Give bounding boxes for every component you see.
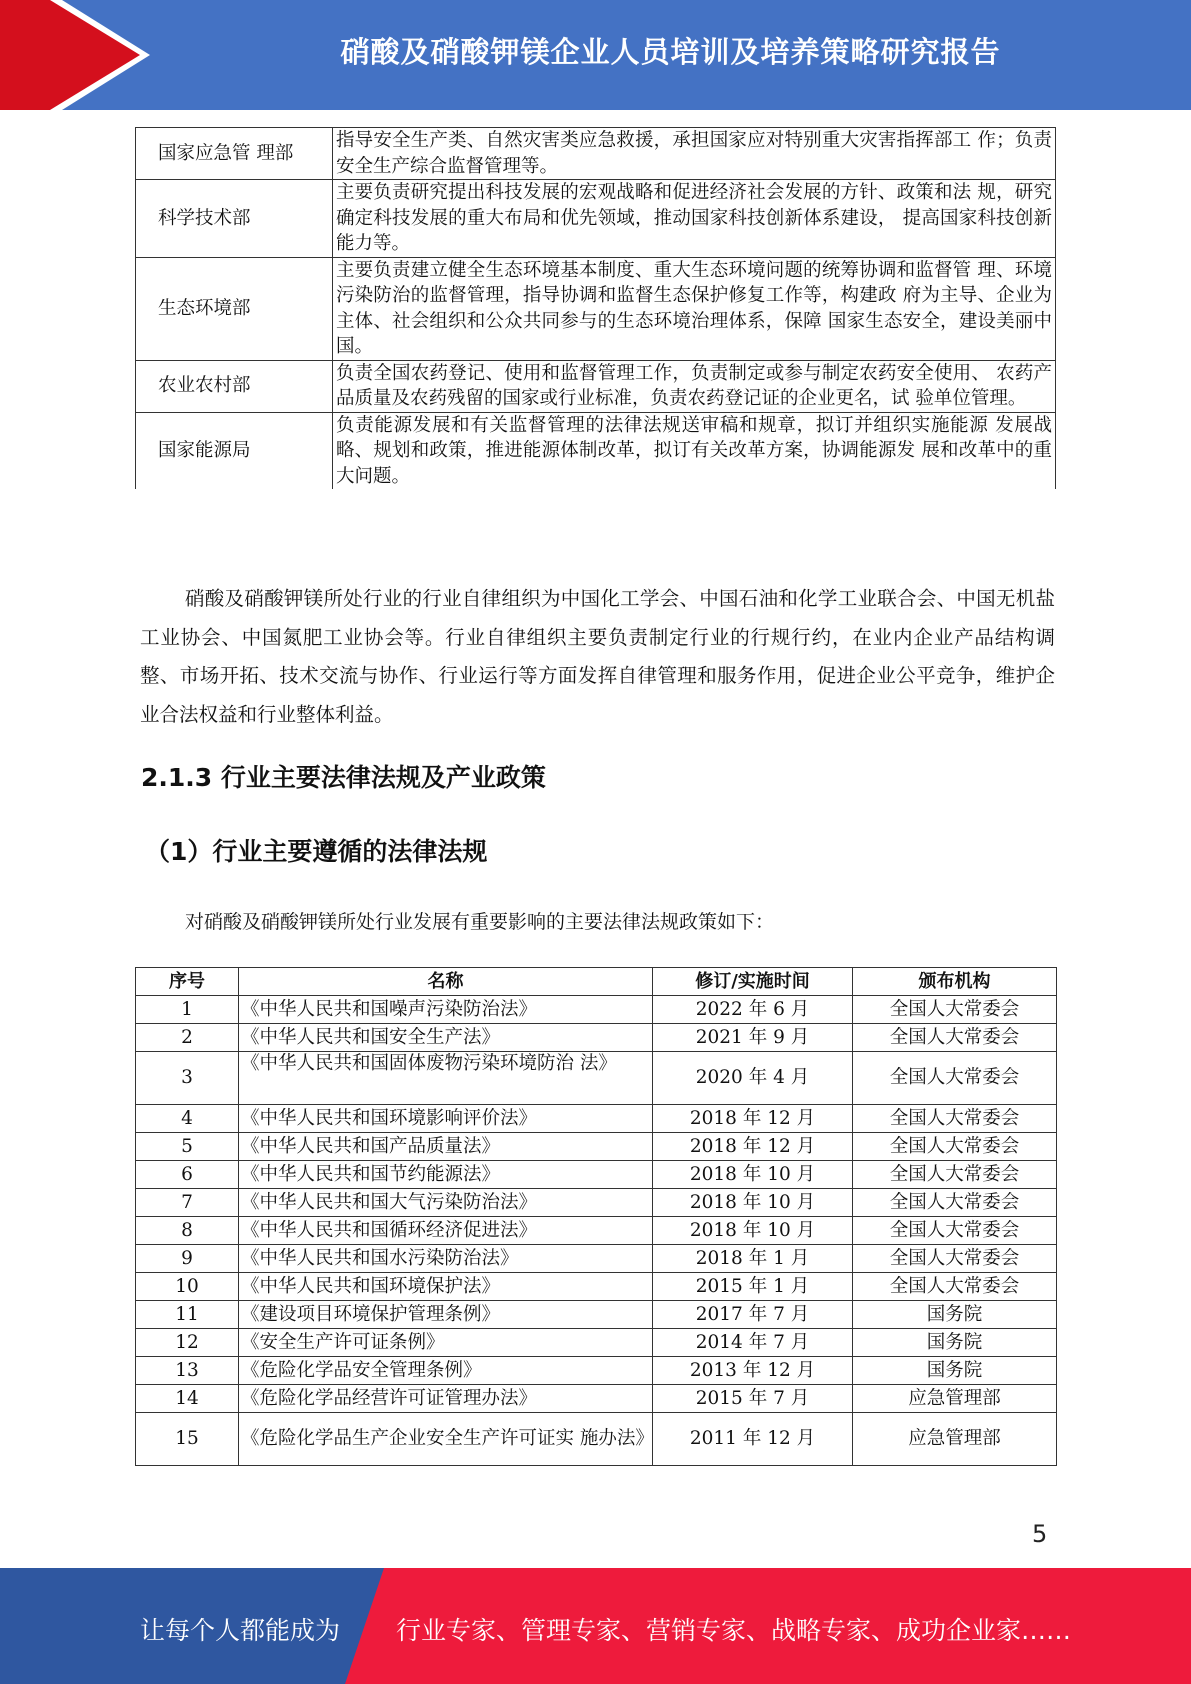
law-name: 《中华人民共和国环境保护法》 <box>239 1273 653 1301</box>
law-org: 全国人大常委会 <box>853 996 1057 1024</box>
table-row <box>136 1189 1057 1217</box>
department-row <box>136 180 1056 258</box>
law-no: 5 <box>136 1133 239 1161</box>
department-duties: 负责全国农药登记、使用和监督管理工作，负责制定或参与制定农药安全使用、 农药产品质量及农药残留的国家或行业标准，负责农药登记证的企业更名，试 验单位管理。 <box>333 360 1056 412</box>
law-no: 15 <box>136 1413 239 1466</box>
law-no: 4 <box>136 1105 239 1133</box>
law-no: 7 <box>136 1189 239 1217</box>
law-name: 《危险化学品安全管理条例》 <box>239 1357 653 1385</box>
department-duties: 主要负责研究提出科技发展的宏观战略和促进经济社会发展的方针、政策和法 规，研究确定科技发展的重大布局和优先领域，推动国家科技创新体系建设， 提高国家科技创新能力等。 <box>333 180 1056 258</box>
law-no: 12 <box>136 1329 239 1357</box>
law-date: 2011 年 12 月 <box>653 1413 853 1466</box>
law-no: 9 <box>136 1245 239 1273</box>
table-row <box>136 1329 1057 1357</box>
table-row <box>136 1024 1057 1052</box>
law-name: 《中华人民共和国固体废物污染环境防治 法》 <box>239 1052 653 1105</box>
law-name: 《安全生产许可证条例》 <box>239 1329 653 1357</box>
law-org: 全国人大常委会 <box>853 1161 1057 1189</box>
table-row <box>136 1105 1057 1133</box>
header-name: 名称 <box>239 968 653 996</box>
law-date: 2018 年 12 月 <box>653 1133 853 1161</box>
table-row <box>136 1273 1057 1301</box>
law-date: 2014 年 7 月 <box>653 1329 853 1357</box>
page-footer <box>0 1568 1191 1684</box>
department-name: 农业农村部 <box>136 360 333 412</box>
law-org: 全国人大常委会 <box>853 1245 1057 1273</box>
department-duties: 负责能源发展和有关监督管理的法律法规送审稿和规章，拟订并组织实施能源 发展战略、规划和政策，推进能源体制改革，拟订有关改革方案，协调能源发 展和改革中的重大问题。 <box>333 412 1056 489</box>
table-row <box>136 1385 1057 1413</box>
table-intro: 对硝酸及硝酸钾镁所处行业发展有重要影响的主要法律法规政策如下： <box>185 911 775 933</box>
law-table-header <box>136 968 1057 996</box>
department-name: 生态环境部 <box>136 257 333 360</box>
table-row <box>136 1413 1057 1466</box>
table-row <box>136 1052 1057 1105</box>
law-no: 11 <box>136 1301 239 1329</box>
law-no: 2 <box>136 1024 239 1052</box>
header-arrow-icon <box>0 0 160 110</box>
law-org: 国务院 <box>853 1301 1057 1329</box>
law-date: 2018 年 10 月 <box>653 1161 853 1189</box>
table-row <box>136 1161 1057 1189</box>
law-org: 国务院 <box>853 1357 1057 1385</box>
law-no: 14 <box>136 1385 239 1413</box>
law-name: 《中华人民共和国循环经济促进法》 <box>239 1217 653 1245</box>
law-org: 全国人大常委会 <box>853 1217 1057 1245</box>
law-table <box>135 967 1057 1466</box>
table-row <box>136 1133 1057 1161</box>
law-name: 《中华人民共和国安全生产法》 <box>239 1024 653 1052</box>
law-name: 《中华人民共和国噪声污染防治法》 <box>239 996 653 1024</box>
department-name: 科学技术部 <box>136 180 333 258</box>
law-name: 《中华人民共和国水污染防治法》 <box>239 1245 653 1273</box>
department-name: 国家能源局 <box>136 412 333 489</box>
law-org: 应急管理部 <box>853 1413 1057 1466</box>
law-date: 2022 年 6 月 <box>653 996 853 1024</box>
law-date: 2018 年 1 月 <box>653 1245 853 1273</box>
header-title: 硝酸及硝酸钾镁企业人员培训及培养策略研究报告 <box>340 35 1001 69</box>
law-no: 10 <box>136 1273 239 1301</box>
law-date: 2018 年 12 月 <box>653 1105 853 1133</box>
law-date: 2013 年 12 月 <box>653 1357 853 1385</box>
header-date: 修订/实施时间 <box>653 968 853 996</box>
law-name: 《建设项目环境保护管理条例》 <box>239 1301 653 1329</box>
department-duties: 指导安全生产类、自然灾害类应急救援，承担国家应对特别重大灾害指挥部工 作；负责安全生产综合监督管理等。 <box>333 128 1056 180</box>
law-org: 全国人大常委会 <box>853 1189 1057 1217</box>
law-org: 全国人大常委会 <box>853 1105 1057 1133</box>
table-row <box>136 1217 1057 1245</box>
body-paragraph: 硝酸及硝酸钾镁所处行业的行业自律组织为中国化工学会、中国石油和化学工业联合会、中国无机盐工业协会、中国氮肥工业协会等。行业自律组织主要负责制定行业的行规行约，在业内企业产品结构调整、市场开拓、技术交流与协作、行业运行等方面发挥自律管理和服务作用，促进企业公平竞争，维护企业合法权益和行业整体利益。 <box>140 587 1055 726</box>
law-no: 3 <box>136 1052 239 1105</box>
table-row <box>136 1301 1057 1329</box>
law-org: 全国人大常委会 <box>853 1273 1057 1301</box>
law-no: 8 <box>136 1217 239 1245</box>
law-no: 1 <box>136 996 239 1024</box>
law-name: 《中华人民共和国节约能源法》 <box>239 1161 653 1189</box>
law-date: 2020 年 4 月 <box>653 1052 853 1105</box>
footer-slogan-left: 让每个人都能成为 <box>140 1616 341 1645</box>
law-no: 13 <box>136 1357 239 1385</box>
law-name: 《中华人民共和国产品质量法》 <box>239 1133 653 1161</box>
law-org: 国务院 <box>853 1329 1057 1357</box>
law-date: 2018 年 10 月 <box>653 1217 853 1245</box>
law-org: 全国人大常委会 <box>853 1024 1057 1052</box>
department-row <box>136 360 1056 412</box>
department-table <box>135 127 1056 489</box>
law-name: 《中华人民共和国大气污染防治法》 <box>239 1189 653 1217</box>
law-date: 2015 年 1 月 <box>653 1273 853 1301</box>
law-org: 全国人大常委会 <box>853 1052 1057 1105</box>
department-row <box>136 128 1056 180</box>
law-org: 应急管理部 <box>853 1385 1057 1413</box>
department-row <box>136 412 1056 489</box>
department-name: 国家应急管 理部 <box>136 128 333 180</box>
law-date: 2017 年 7 月 <box>653 1301 853 1329</box>
law-org: 全国人大常委会 <box>853 1133 1057 1161</box>
table-row <box>136 1245 1057 1273</box>
header-org: 颁布机构 <box>853 968 1057 996</box>
department-duties: 主要负责建立健全生态环境基本制度、重大生态环境问题的统筹协调和监督管 理、环境污染防治的监督管理，指导协调和监督生态保护修复工作等，构建政 府为主导、企业为主体、社会组织和公众共同参与的生态环境治理体系，保障 国家生态安全，建设美丽中国。 <box>333 257 1056 360</box>
law-name: 《危险化学品生产企业安全生产许可证实 施办法》 <box>239 1413 653 1466</box>
sub-heading: （1）行业主要遵循的法律法规 <box>145 837 488 866</box>
footer-slogan-right: 行业专家、管理专家、营销专家、战略专家、成功企业家…… <box>396 1616 1072 1645</box>
department-row <box>136 257 1056 360</box>
table-row <box>136 1357 1057 1385</box>
law-no: 6 <box>136 1161 239 1189</box>
law-date: 2021 年 9 月 <box>653 1024 853 1052</box>
table-row <box>136 996 1057 1024</box>
law-name: 《危险化学品经营许可证管理办法》 <box>239 1385 653 1413</box>
page-number: 5 <box>1032 1520 1048 1548</box>
page-header <box>0 0 1191 110</box>
header-no: 序号 <box>136 968 239 996</box>
law-name: 《中华人民共和国环境影响评价法》 <box>239 1105 653 1133</box>
law-date: 2018 年 10 月 <box>653 1189 853 1217</box>
section-heading: 2.1.3 行业主要法律法规及产业政策 <box>141 763 546 792</box>
law-date: 2015 年 7 月 <box>653 1385 853 1413</box>
